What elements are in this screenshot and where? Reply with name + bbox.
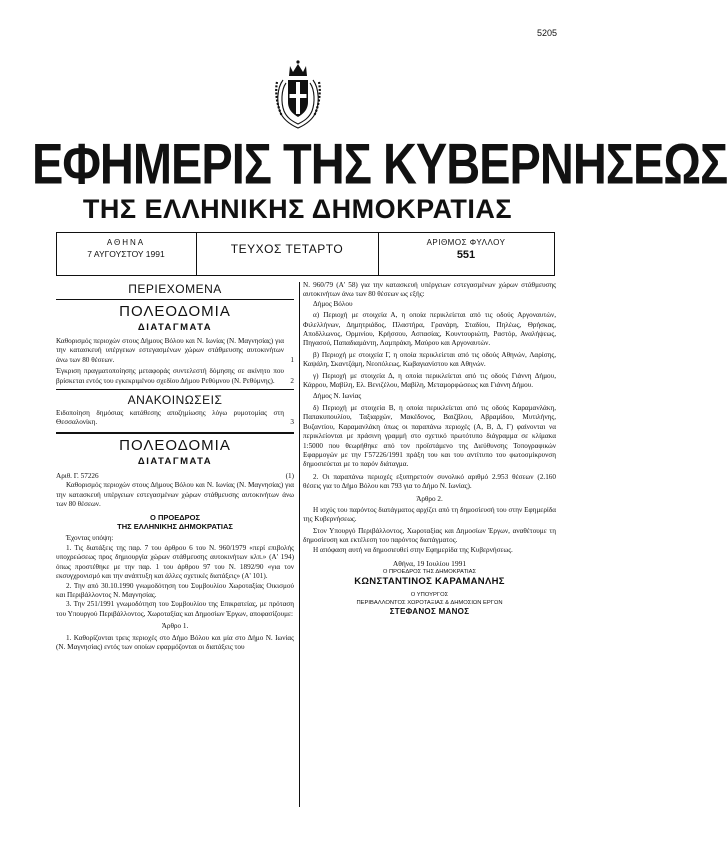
masthead-subtitle: ΤΗΣ ΕΛΛΗΝΙΚΗΣ ΔΗΜΟΚΡΑΤΙΑΣ bbox=[82, 194, 513, 224]
contents-section-announcements: ΑΝΑΚΟΙΝΩΣΕΙΣ bbox=[127, 393, 223, 408]
article-heading: Άρθρο 2. bbox=[416, 494, 443, 503]
paragraph: 3. Την 251/1991 γνωμοδότηση του Συμβουλίου της Επικρατείας, με πρόταση του Υπουργού Περιβάλλοντος, Χωροταξίας και Δημοσίων Έργων, αποφασίζουμε: bbox=[56, 600, 294, 618]
paragraph: α) Περιοχή με στοιχεία Α, η οποία περικλείεται από τις οδούς Αργοναυτών, Φιλελλήνων, Δημητριάδος, Πλαστήρα, Γρανάρη, Σταδίου, Πηλέως, Θρήσκας, Αποδλλωνος, Ορμινίου, Κρήσσου, Ασπασίας, Κουντουριώτη, Ραστόρ, Αναλήψεως, Πηγασού, Παπαδιαμάντη, Λαμπράκη, Μαύρου και Αργοναυτών. bbox=[303, 311, 556, 348]
decree-number: Αριθ. Γ. 57226 bbox=[56, 471, 99, 480]
paragraph: Ν. 960/79 (Α' 58) για την κατασκευή υπέργειων εστεγασμένων χώρων στάθμευσης αυτοκινήτων άνω των 80 θέσεων ως εξής: bbox=[303, 281, 556, 299]
right-column bbox=[303, 281, 556, 616]
paragraph: Στον Υπουργό Περιβάλλοντος, Χωροταξίας και Δημοσίων Έργων, αναθέτουμε τη δημοσίευση και εκτέλεση του παρόντος διατάγματος. bbox=[303, 526, 556, 545]
paragraph: 1. Καθορίζονται τρεις περιοχές στο Δήμο Βόλου και μία στο Δήμο Ν. Ιωνίας (Ν. Μαγνησίας) εντός των οποίων εφαρμόζονται οι διατάξεις του bbox=[56, 633, 294, 651]
president-name: ΚΩΝΣΤΑΝΤΙΝΟΣ ΚΑΡΑΜΑΝΛΗΣ bbox=[354, 576, 505, 588]
contents-section-urban: ΠΟΛΕΟΔΟΜΙΑ bbox=[119, 303, 231, 320]
info-divider bbox=[196, 232, 197, 276]
minister-name: ΣΤΕΦΑΝΟΣ ΜΑΝΟΣ bbox=[389, 607, 470, 617]
considering: Έχοντας υπόψη: bbox=[66, 534, 114, 543]
minister-title: ΠΕΡΙΒΑΛΛΟΝΤΟΣ ΧΩΡΟΤΑΞΙΑΣ & ΔΗΜΟΣΙΩΝ ΕΡΓΩΝ bbox=[356, 600, 503, 607]
paragraph: 2. Οι παραπάνω περιοχές εξυπηρετούν συνολικό αριθμό 2.953 θέσεων (2.160 θέσεις για το Δήμο Βόλου και 793 για το Δήμο Ν. Ιωνίας). bbox=[303, 472, 556, 491]
body-sub-decrees: ΔΙΑΤΑΓΜΑΤΑ bbox=[137, 455, 213, 467]
minister-label: Ο ΥΠΟΥΡΓΟΣ bbox=[410, 592, 449, 599]
divider bbox=[56, 389, 294, 390]
info-divider bbox=[56, 232, 57, 276]
toc-item[interactable] bbox=[56, 409, 294, 428]
municipality-heading: Δήμος Βόλου bbox=[313, 299, 353, 308]
left-column bbox=[56, 282, 294, 652]
info-bottom-rule bbox=[56, 275, 554, 276]
article-heading: Άρθρο 1. bbox=[161, 622, 189, 631]
paragraph: 1. Τις διατάξεις της παρ. 7 του άρθρου 6 του Ν. 960/1979 «περί επιβολής υποχρεώσεως προς δημιουργία χώρων στάθμευσης αυτοκινήτων κλπ.» (Α' 194) όπως προστέθηκε με την παρ. 1 του άρθρου 97 του Ν. 1892/90 «για τον εκσυγχρονισμό και την ανάπτυξη και άλλες σχετικές διατάξεις» (Α' 101). bbox=[56, 543, 294, 581]
paragraph: γ) Περιοχή με στοιχεία Δ, η οποία περικλείεται από τις οδούς Γιάννη Δήμου, Κάρρου, Μαβίλη, Ελ. Βενιζέλου, Μαβίλη, Μεταμορφώσεως και Γιάννη Δήμου. bbox=[303, 371, 556, 390]
toc-item[interactable] bbox=[56, 367, 294, 386]
paragraph: 2. Την από 30.10.1990 γνωμοδότηση του Συμβουλίου Χωροταξίας Οικισμού και Περιβάλλοντος Ν. Μαγνησίας. bbox=[56, 581, 294, 599]
contents-heading: ΠΕΡΙΕΧΟΜΕΝΑ bbox=[128, 282, 222, 296]
paragraph: Η απόφαση αυτή να δημοσιευθεί στην Εφημερίδα της Κυβερνήσεως. bbox=[313, 545, 513, 554]
contents-sub-decrees: ΔΙΑΤΑΓΜΑΤΑ bbox=[137, 322, 213, 333]
president-line-1: Ο ΠΡΟΕΔΡΟΣ bbox=[150, 513, 200, 523]
decree-index: (1) bbox=[285, 471, 294, 480]
sheet-label: ΑΡΙΘΜΟΣ ΦΥΛΛΟΥ bbox=[426, 238, 506, 247]
toc-item-text: Έγκριση πραγματοποίησης μεταφοράς συντελεστή δόμησης σε ακίνητο που βρίσκεται εντός του εγκεκριμένου σχεδίου Δήμου Ρεθύμνου (Ν. Ρεθύμνης). bbox=[56, 367, 284, 385]
toc-item-page: 2 bbox=[290, 376, 294, 385]
info-sheet-box bbox=[380, 238, 552, 271]
paragraph: Η ισχύς του παρόντος διατάγματος αρχίζει από τη δημοσίευσή του στην Εφημερίδα της Κυβερνήσεως. bbox=[303, 505, 556, 524]
masthead-title: ΕΦΗΜΕΡΙΣ ΤΗΣ ΚΥΒΕΡΝΗΣΕΩΣ bbox=[32, 131, 727, 196]
sheet-number: 551 bbox=[456, 249, 476, 261]
issue-date: 7 ΑΥΓΟΥΣΤΟΥ 1991 bbox=[87, 249, 165, 259]
greek-coat-of-arms-emblem bbox=[273, 58, 323, 130]
info-top-rule bbox=[56, 232, 554, 233]
municipality-heading: Δήμος Ν. Ιωνίας bbox=[313, 392, 362, 401]
decree-reference bbox=[56, 472, 294, 481]
divider bbox=[56, 299, 294, 300]
decree-title: Καθορισμός περιοχών στους Δήμους Βόλου και Ν. Ιωνίας (Ν. Μαγνησίας) για την κατασκευή υπέργειων εστεγασμένων χώρων στάθμευσης αυτοκινήτων άνω των 80 θέσεων. bbox=[56, 481, 294, 509]
toc-item[interactable] bbox=[56, 337, 294, 365]
paragraph: δ) Περιοχή με στοιχεία Β, η οποία περικλείεται από τις οδούς Καραμανλάκη, Παπακυπουλίου, Ταξιαρχών, Μακέδονος, Βαιζβλου, Αβραμίδου, Μυτιλήνης, Βυζαντίου, Καραμανλάκη όπως οι παραπάνω περιοχές (Α, Β, Δ, Γ) φαίνονται να περικλείονται με πράσινη γραμμή στο σχετικό πρωτότυπο διάγραμμα σε κλίμακα 1:5000 που θεωρήθηκε από τον προϊστάμενο της Διεύθυνσης Τοπογραφικών Εφαρμογών με την Γ57226/1991 πράξη του και του αντίτυπο του φωτοσμίκρυνση δημοσιεύεται με το παρόν διάταγμα. bbox=[303, 403, 556, 469]
toc-item-text: Ειδοποίηση δημόσιας κατάθεσης αποζημίωσης λόγω ρυμοτομίας στη Θεσσαλονίκη. bbox=[56, 409, 284, 427]
toc-item-text: Καθορισμός περιοχών στους Δήμους Βόλου και Ν. Ιωνίας (Ν. Μαγνησίας) για την κατασκευή υπέργειων εστεγασμένων χώρων στάθμευσης αυτοκινήτων άνω των 80 θέσεων. bbox=[56, 337, 284, 364]
body-section-urban: ΠΟΛΕΟΔΟΜΙΑ bbox=[119, 436, 231, 454]
issue-type: ΤΕΥΧΟΣ ΤΕΤΑΡΤΟ bbox=[230, 242, 344, 256]
president-line-2: ΤΗΣ ΕΛΛΗΝΙΚΗΣ ΔΗΜΟΚΡΑΤΙΑΣ bbox=[117, 522, 233, 532]
info-date-box bbox=[58, 238, 194, 271]
paragraph: β) Περιοχή με στοιχεία Γ, η οποία περικλείεται από τις οδούς Αθηνών, Λαρίσης, Καψάλη, Σκαντζάμη, Νεοπόλεως, Κωβαγιανίστου και Αθηνών. bbox=[303, 350, 556, 369]
page-number: 5205 bbox=[536, 28, 557, 38]
column-separator bbox=[299, 282, 300, 807]
divider bbox=[56, 432, 294, 434]
sign-place-date: Αθήνα, 19 Ιουλίου 1991 bbox=[392, 558, 467, 568]
info-divider bbox=[554, 232, 555, 276]
toc-item-page: 1 bbox=[290, 355, 294, 364]
toc-item-page: 3 bbox=[290, 418, 294, 427]
president-title: Ο ΠΡΟΕΔΡΟΣ ΤΗΣ ΔΗΜΟΚΡΑΤΙΑΣ bbox=[382, 569, 477, 576]
city: ΑΘΗΝΑ bbox=[106, 238, 146, 247]
info-divider bbox=[378, 232, 379, 276]
